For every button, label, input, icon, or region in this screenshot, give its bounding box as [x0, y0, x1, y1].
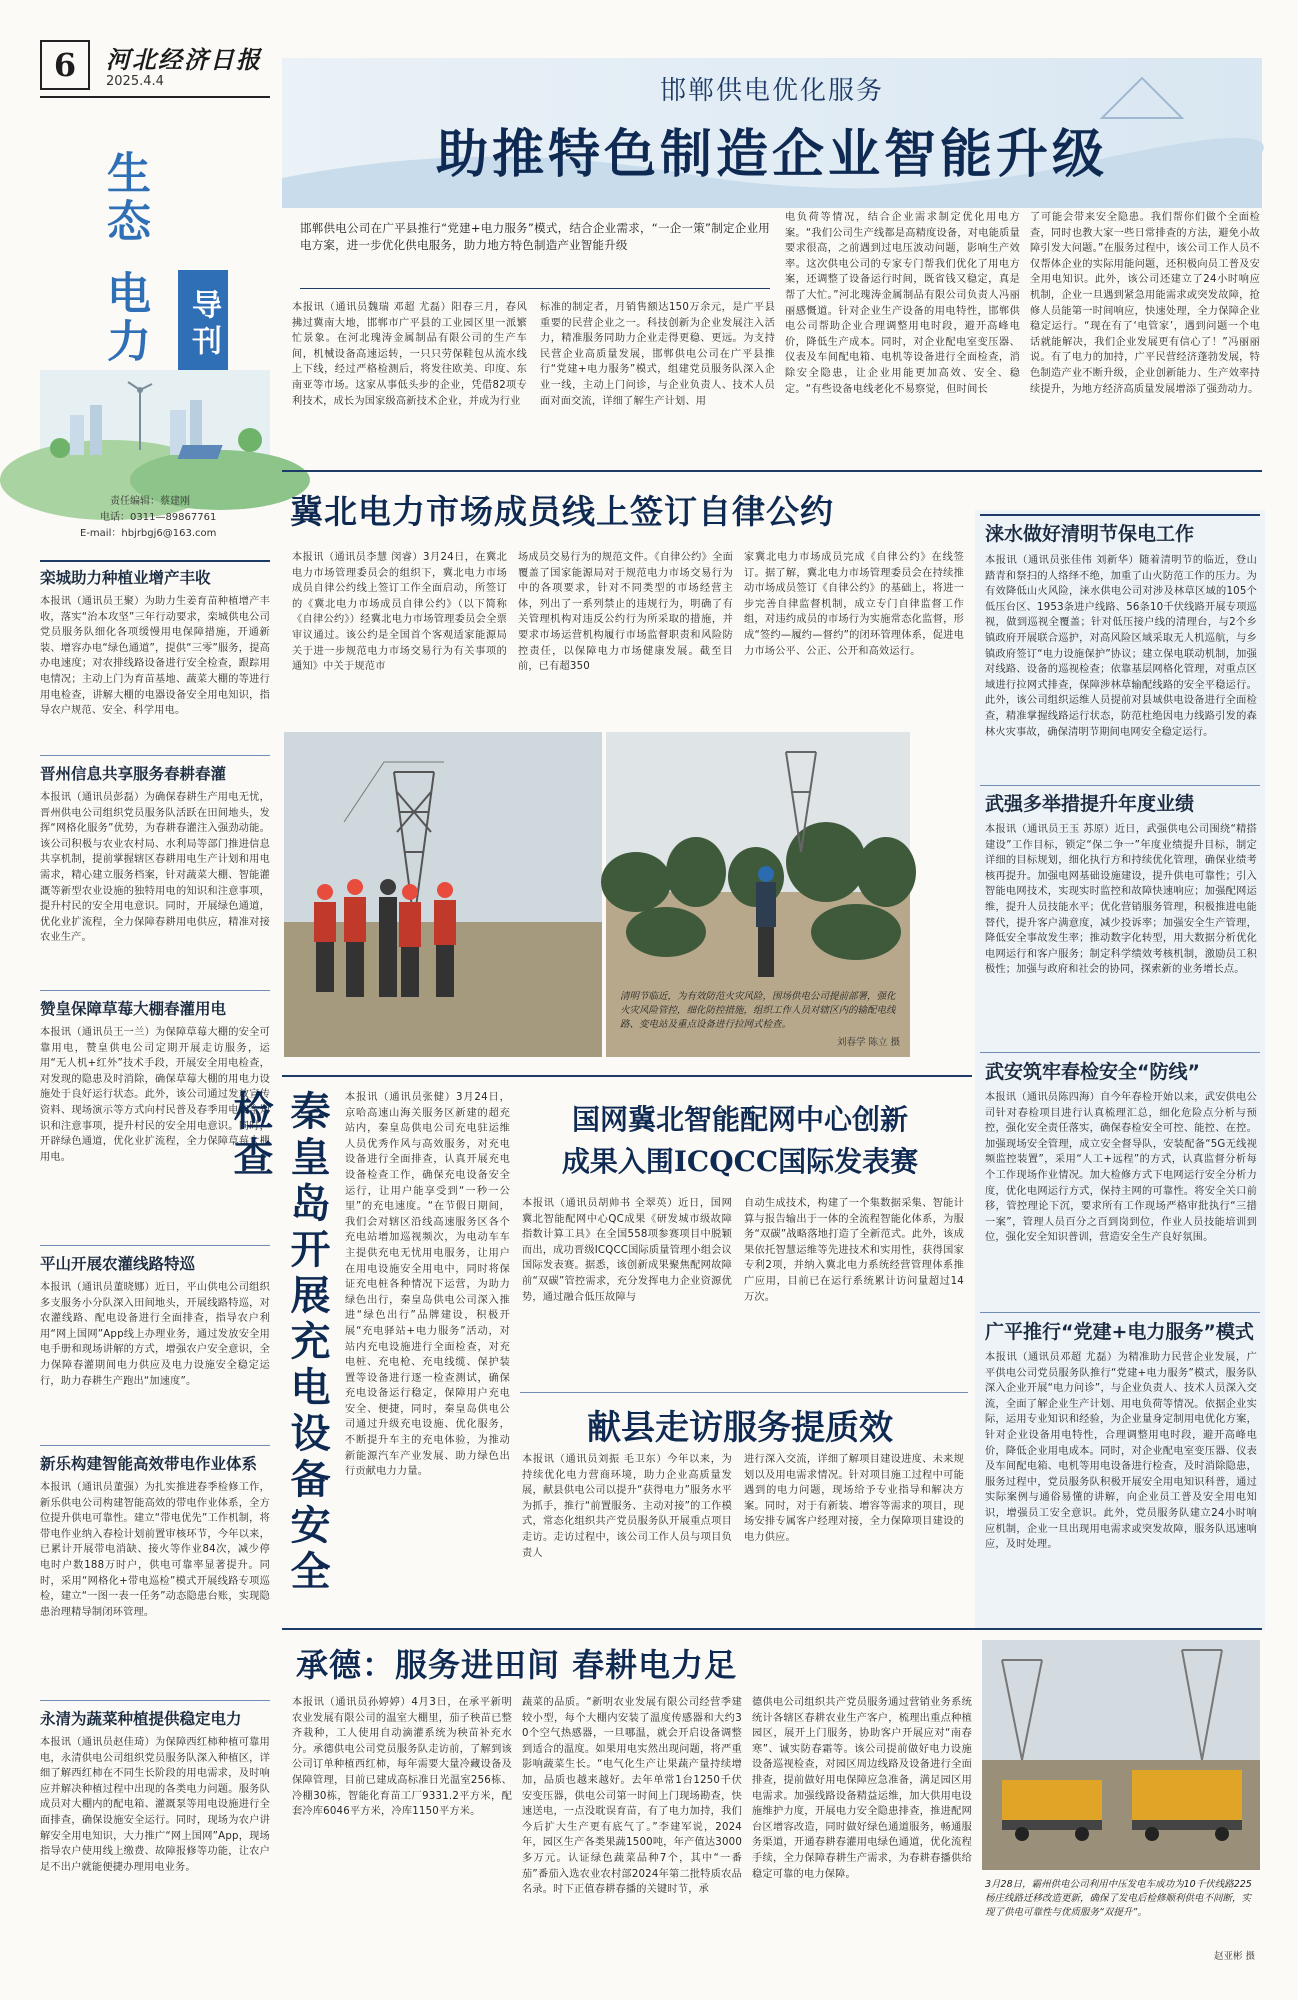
section-badge: 导刊: [178, 270, 228, 380]
left-story-6: [40, 1700, 270, 1975]
page-number-box: [40, 40, 90, 90]
chengde-headline: 承德：服务进田间 春耕电力足: [296, 1646, 738, 1684]
icqcc-headline-1: 国网冀北智能配网中心创新: [571, 1103, 908, 1136]
issue-date: 2025.4.4: [106, 74, 164, 89]
xianxian-col-2: 进行深入交流，详细了解项目建设进度、未来规划以及用电需求情况。针对项目施工过程中可能遇到的电力问题，现场给予专业指导和解决方案。同时，对于有新装、增容等需求的项目，现场安排专属客户经理对接，全力保障项目建设的电力供应。: [744, 1454, 964, 1543]
xianxian-headline: 献县走访服务提质效: [587, 1408, 893, 1448]
guangping-text: 本报讯（通讯员邓超 尤磊）为精准助力民营企业发展，广平供电公司党员服务队推行“党建+电力服务”模式，服务队深入企业开展“电力问诊”，与企业负责人、技术人员深入交流，全面了解企业生产计划、用电负荷等情况。依据企业实际，运用专业知识和经验，为企业量身定制用电优化方案，针对企业设备用电特性，合理调整用电时段，避开高峰电价，降低企业用电成本。同时，对企业配电室变压器、仪表及车间配电箱、电机等用电设备进行检查，及时消除隐患，服务过程中，党员服务队积极开展安全用电知识科普，通过实际案例与通俗易懂的讲解，向企业员工普及安全用电知识，增强员工安全意识。此外，党员服务队建立24小时响应机制，企业一旦出现用电需求或突发故障，服务队迅速响应，及时处理。: [985, 1352, 1257, 1551]
wuqiang-top-rule: [980, 785, 1260, 786]
laishui-title: 涞水做好清明节保电工作: [985, 523, 1195, 545]
left-story-4-title: 平山开展农灌线路特巡: [40, 1255, 196, 1273]
jibei-col-3: 家冀北电力市场成员完成《自律公约》在线签订。据了解，冀北电力市场管理委员会在持续推动市场成员签订《自律公约》的基础上，将进一步完善自律监督机制，成立专门自律监督工作组，对违约成员的市场行为实施常态化监督，形成“签约—履约—督约”的闭环管理体系，促进电力市场公平、公正、公开和高效运行。: [744, 552, 964, 657]
lead-col-1: 本报讯（通讯员魏瑞 邓超 尤磊）阳春三月，春风拂过冀南大地，邯郸市广平县的工业园区里一派繁忙景象。在河北瑰涛金属制品有限公司的生产车间，机械设备高速运转，一只只劳保鞋包从流水线上下线，经过严格检测后，将发往欧美、印度、东南亚等市场。这家从事低头步的企业，凭借82项专利技术，成长为国家级高新技术企业，并成为行业: [292, 302, 527, 407]
chengde-top-rule: [282, 1628, 1262, 1630]
guangping-title: 广平推行“党建+电力服务”模式: [985, 1321, 1254, 1343]
xianxian-top-rule: [520, 1392, 968, 1393]
mid-section-rule: [282, 1075, 972, 1077]
chengde-col-2: 蔬菜的品质。“新明农业发展有限公司经营季建较小型，每个大棚内安装了温度传感器和大约30个空气热感器，一旦哪温，就会开启设备调整到适合的温度。如果用电实然出现问题，将严重影响蔬菜生长。“电气化生产让果蔬产量持续增加，品质也越来越好。去年单常1台1250千伏安变压器，供电公司第一时间上门现场勘查，快速送电，一点没耽误育苗，有了电力加持，我们今后扩大生产更有底气了。”李建军说，2024年，园区生产各类果蔬1500吨，年产值达3000多万元。认证绿色蔬菜品种7个，其中“一番茄”番茄入选农业农村部2024年第二批特质农品名录。时下正值春耕春播的关键时节，承: [522, 1697, 742, 1896]
page-number: 6: [53, 46, 77, 84]
wuqiang-text: 本报讯（通讯员王玉 苏原）近日，武强供电公司围绕“精搭建设”工作目标，锁定“保二争一”年度业绩提升目标，制定详细的目标规划，细化执行方和持续优化管理，确保业绩考核再提升。加强电网基础设施建设，提升供电可靠性；引入智能电网技术，实现实时监控和故障快速响应；加强配网运维，提升人员技能水平；优化营销服务管理，积极推进电能替代，提升客户满意度，减少投诉率；加强安全生产管理，降低安全事故发生率；推动数字化转型，用大数据分析优化电网运行和客户服务；制定科学绩效考核机制，激励员工积极性；加强与政府和社会的协同，探索新的业务增长点。: [985, 824, 1257, 976]
chengde-col-3: 德供电公司组织共产党员服务通过营销业务系统统计各辖区春耕农业生产客户，梳理出重点种植园区，展开上门服务，协助客户开展应对“南春寒”、诚实防春霜等。该公司提前做好电力设施设备巡视检查，对园区周边线路及设备进行全面排查，提前做好用电保障应急准备，满足园区用电需求。加强线路设备精益运维，加大供用电设施维护力度，开展电力安全隐患排查，推进配网台区增容改造，同时做好绿色通道服务，畅通服务渠道，开通春耕春灌用电绿色通道，优化流程手续，全力保障春耕生产需求，为春耕春播供给稳定可靠的电力保障。: [752, 1697, 972, 1880]
left-story-1-text: 本报讯（通讯员王聚）为助力生姜育苗种植增产丰收，落实“治本攻坚”三年行动要求，栾城供电公司党员服务队细化各项缓慢用电保障措施，开通新装、增容办电“绿色通道”，提供“三零”服务，提高办电速度；对农排线路设备进行安全检查，跟踪用电情况；主动上门为育苗基地、蔬菜大棚的等进行用电检查，讲解大棚的电器设备安全用电知识，指导农户规范、安全、科学用电。: [40, 596, 270, 717]
left-story-5: [40, 1445, 270, 1700]
photo3-caption: 3月28日，霸州供电公司利用中压发电车成功为10千伏线路225杨庄线路迁移改造更新，确保了发电后检修顺利供电不间断，实现了供电可靠性与优质服务“双提升”。: [985, 1879, 1252, 1918]
lead-bottom-rule: [282, 470, 1262, 472]
qinhuangdao-text: 本报讯（通讯员张健）3月24日，京哈高速山海关服务区新建的超充站内，秦皇岛供电公司充电驻运维人员优秀作风与高效服务，对充电设备进行全面排查，认真开展充电设备检查工作，确保充电设备安全运行，让用户能享受到“一秒一公里”的充电速度。“在节假日期间，我们会对辖区沿线高速服务区各个充电站增加巡视频次，为电动车车主提供充电无忧用电服务，让用户在用电设施安全用电中，同时将保证充电桩各种情况下运营，为助力绿色出行，秦皇岛供电公司深入推进“绿色出行”品牌建设，积极开展“充电驿站+电力服务”活动，对站内充电设施进行全面检查，对充电桩、充电枪、充电线缆、保护装置等设备进行逐一检查测试，确保充电设备运行稳定，保障用户充电安全、便捷，同时，秦皇岛供电公司通过升级充电设施、优化服务，不断提升车主的充电体验，为推动新能源汽车产业发展、助力绿色出行贡献电力力量。: [345, 1092, 510, 1478]
icqcc-col-1: 本报讯（通讯员胡帅书 全翠英）近日，国网冀北智能配网中心QC成果《研发城市级故障指数计算工具》在全国558项参赛项目中脱颖而出，成功晋级ICQCC国际质量管理小组会议国际发表赛。据悉，该创新成果聚焦配网故障前“双碳”管控需求，充分发挥电力企业资源优势，通过融合低压故障与: [522, 1198, 732, 1303]
section-title-line2: 电力: [99, 270, 150, 366]
left-story-6-text: 本报讯（通讯员赵佳琦）为保障西红柿种植可靠用电，永清供电公司组织党员服务队深入种植区，详细了解西红柿在不同生长阶段的用电需求，及时响应并解决种植过程中出现的各类电力问题。服务队成员对大棚内的配电箱、灌溉泵等用电设施进行全面排查，确保设施安全运行。同时，现场为农户讲解安全用电知识，大力推广“网上国网”App，现场指导农户使用线上缴费、故障报修等功能，让农户足不出户就能便捷办理用电业务。: [40, 1737, 270, 1873]
section-header-panel: [40, 120, 270, 560]
photo-workers-tower: [284, 732, 602, 1057]
left-story-4: [40, 1245, 270, 1445]
photo3-credit: 赵亚彬 摄: [1213, 1951, 1255, 1962]
photo1-credit: 刘春学 陈立 摄: [836, 1037, 900, 1048]
lead-col-2: 标准的制定者，月销售额达150万余元，是广平县重要的民营企业之一。科技创新为企业发展注入活力，精准服务同助力企业走得更稳、更远。为支持民营企业高质量发展，邯郸供电公司在广平县推行“党建+电力服务”模式，组建党员服务队深入企业一线，主动上门问诊，与企业负责人、技术人员面对面交流，详细了解生产计划、用: [540, 302, 775, 407]
left-story-1-title: 栾城助力种植业增产丰收: [40, 569, 211, 587]
email-line: E-mail：hbjrbgj6@163.com: [80, 528, 217, 539]
photo1-caption: 清明节临近，为有效防范火灾风险，围场供电公司提前部署，强化火灾风险管控，细化防控措施，组织工作人员对辖区内的输配电线路、变电站及重点设备进行拉网式检查。: [620, 991, 896, 1030]
wuan-top-rule: [980, 1052, 1260, 1053]
jibei-col-2: 场成员交易行为的规范文件。《自律公约》全面覆盖了国家能源局对于规范电力市场交易行为中的各项要求，针对不同类型的市场经营主体，列出了一系列禁止的违规行为，明确了有关管理机构对违反公约行为所采取的措施，并要求市场运营机构履行市场监督职责和风险防控责任，以保障电力市场健康发展。截至目前，已有超350: [518, 552, 733, 673]
paper-name: 河北经济日报: [106, 45, 262, 74]
section-title-line1: 生态: [99, 150, 150, 246]
lead-kicker: 邯郸供电优化服务: [659, 76, 884, 106]
left-story-4-text: 本报讯（通讯员董晓娜）近日，平山供电公司组织多支服务小分队深入田间地头，开展线路特巡，对农灌线路、配电设备进行全面排查，指导农户利用“网上国网”App线上办理业务，通过发放安全用电手册和现场讲解的方式，增强农户安全意识，全力保障春灌期间电力供应及电力设施安全稳定运行，助力春耕生产跑出“加速度”。: [40, 1282, 270, 1387]
masthead-rule: [40, 96, 270, 98]
wuan-text: 本报讯（通讯员陈四海）自今年春检开始以来，武安供电公司针对春检项目进行认真梳理汇总，细化危险点分析与预控，强化安全责任落实，确保春检安全可控、能控、在控。加强现场安全管理，成立安全督导队，安装配备“5G无线视频监控装置”，采用“人工+远程”的方式，认真监督分析每个工作现场作业情况。加大检修方式下电网运行安全分析力度，优化电网运行方式，保持主网的可靠性。将安全关口前移，管控理论下沉，要求所有工作现场严格审批执行“三措一案”，管理人员百分之百到岗到位，作业人员技能培训到位，强化安全知识普训，营造安全生产良好氛围。: [985, 1092, 1257, 1244]
left-story-6-title: 永清为蔬菜种植提供稳定电力: [40, 1710, 242, 1728]
laishui-top-rule: [980, 514, 1260, 516]
icqcc-col-2: 自动生成技术，构建了一个集数据采集、智能计算与报告输出于一体的全流程智能化体系，为服务“双碳”战略落地打造了全新范式。此外，该成果依托智慧运维等先进技术和实用性，获得国家专利2项，并纳入冀北电力系统经营管理体系推广应用，目前已在运行系统累计访问量超过14万次。: [744, 1198, 964, 1303]
phone-line: 电话：0311—89867761: [100, 512, 217, 523]
chengde-col-1: 本报讯（通讯员孙婷婷）4月3日，在承平新明农业发展有限公司的温室大棚里，茄子秧苗已整齐栽种，工人使用自动滴灌系统为秧苗补充水分。承德供电公司党员服务队走访前，了解到该公司订单种植西红柿，每年需要大量冷藏设备及保障管理，目前已建成高标准日光温室256栋、冷棚30栋，智能化育苗工厂9331.2平方米，配套冷库6046平方米，冷库1150平方米。: [292, 1697, 512, 1818]
wuqiang-title: 武强多举措提升年度业绩: [985, 793, 1195, 815]
lead-summary-rule: [300, 288, 770, 289]
xianxian-col-1: 本报讯（通讯员刘振 毛卫东）今年以来，为持续优化电力营商环境，助力企业高质量发展，献县供电公司以提升“获得电力”服务水平为抓手，推行“前置服务、主动对接”的工作模式，常态化组织共产党员服务队开展重点项目走访。走访过程中，该公司工作人员与项目负责人: [522, 1454, 732, 1559]
left-rail: [40, 560, 270, 1975]
guangping-top-rule: [980, 1312, 1260, 1313]
left-story-1: [40, 560, 270, 755]
left-story-5-text: 本报讯（通讯员董强）为扎实推进春季检修工作，新乐供电公司构建智能高效的带电作业体系，全方位提升供电可靠性。建立“带电优先”工作机制，将带电作业纳入春检计划前置审核环节，今年以来，已累计开展带电消缺、接火等作业84次，减少停电时户数188万时户，供电可靠率显著提升。同时，采用“网格化+带电巡检”模式开展线路专项巡检，建立“一图一表一任务”动态隐患台账，实现隐患治理精导制闭环管理。: [40, 1482, 270, 1618]
photo-generator-trucks: [982, 1640, 1260, 1870]
left-story-2-text: 本报讯（通讯员彭磊）为确保春耕生产用电无忧，晋州供电公司组织党员服务队活跃在田间地头，发挥“网格化服务”优势，为春耕春灌注入强劲动能。该公司积极与农业农村局、水利局等部门推进信息共享机制，提前掌握辖区春耕用电生产计划和用电需求，精心建立服务档案，针对蔬菜大棚、智能灌溉等新型农业设施的独特用电的知识和注意事项，提升村民的安全用电意识。同时，开展绿色通道，优化业扩流程，全力保障春耕用电供应，精准对接农业生产。: [40, 792, 270, 944]
jibei-col-1: 本报讯（通讯员李慧 闵睿）3月24日，在冀北电力市场管理委员会的组织下，冀北电力市场成员自律公约线上签订工作全面启动，所签订的《冀北电力市场成员自律公约》（以下简称《自律公约》）经冀北电力市场管理委员会全票审议通过。该公约是全国首个客观适家能源局关于进一步规范电力市场交易行为有关事项的通知》中关于规范市: [292, 552, 507, 673]
editor-line: 责任编辑：蔡建刚: [110, 496, 190, 507]
left-story-2: [40, 755, 270, 990]
icqcc-headline-2: 成果入围ICQCC国际发表赛: [561, 1145, 919, 1178]
lead-summary: 邯郸供电公司在广平县推行“党建+电力服务”模式，结合企业需求，“一企一策”制定企业用电方案，进一步优化供电服务，助力地方特色制造产业智能升级: [300, 221, 770, 252]
photo-generator-trucks-image: [982, 1640, 1260, 1870]
lead-col-4: 了可能会带来安全隐患。我们帮你们做个全面检查，同时也教大家一些日常排查的方法，避免小故障引发大问题。”在服务过程中，该公司工作人员不仅帮体企业的实际用能问题，还积极向员工普及安全用电知识。此外，该公司还建立了24小时响应机制，企业一旦遇到紧急用能需求或突发故障，抢修人员能第一时间响应，快速处理，全力保障企业稳定运行。“现在有了‘电管家’，遇到问题一个电话就能解决，我们企业发展更有信心了！”冯丽丽说。有了电力的加持，广平民营经济蓬勃发展，特色制造产业不断升级，企业创新能力、生产效率持续提升，为地方经济高质量发展增添了强劲动力。: [1030, 212, 1260, 395]
lead-headline: 助推特色制造企业智能升级: [435, 124, 1108, 185]
left-story-2-title: 晋州信息共享服务春耕春灌: [40, 765, 227, 783]
laishui-text: 本报讯（通讯员张佳伟 刘新华）随着清明节的临近，登山踏青和祭扫的人络绎不绝，加重了山火防范工作的压力。为有效降低山火风险，涞水供电公司对涉及林草区域的105个低压台区、1953条进户线路、56条10千伏线路开展专项巡视，做到巡视全覆盖；针对低压接户线的清理台，与2个乡镇政府开展联合巡护，对高风险区域采取无人机巡航，与乡镇政府签订“电力设施保护”协议；建立保电联动机制，加强对线路、设备的巡视检查；依靠基层网格化管理，对重点区域进行拉网式排查，保障涉林草输配线路的安全平稳运行。此外，该公司组织运维人员提前对县域供电设备进行全面检查，精准掌握线路运行状态，防范杜绝因电力线路引发的森林火灾事故，确保清明节期间电网安全稳定运行。: [985, 555, 1257, 738]
left-story-3-title: 赞皇保障草莓大棚春灌用电: [40, 1000, 227, 1018]
qinhuangdao-headline: 秦皇岛开展充电设备安全检查: [227, 1090, 331, 1596]
left-story-3-text: 本报讯（通讯员王一兰）为保障草莓大棚的安全可靠用电，赞皇供电公司定期开展走访服务，运用“无人机+红外”技术手段，开展安全用电检查，对发现的隐患及时消除，确保草莓大棚的用电力设施处于良好运行状态。此外，该公司通过发放宣传资料、现场演示等方式向村民普及春季用电安全知识和注意事项，提升村民的安全用电意识。同时，开辟绿色通道，优化业扩流程，全力保障草莓大棚用电。: [40, 1027, 270, 1163]
lead-col-3: 电负荷等情况，结合企业需求制定优化用电方案。“我们公司生产线都是高精度设备，对电能质量要求很高，之前遇到过电压波动问题，影响生产效率。这次供电公司的专家专门帮我们优化了用电方案，还调整了设备运行时间，既省钱又稳定，真是帮了大忙。”河北瑰涛金属制品有限公司负责人冯丽丽感慨道。针对企业生产设备的用电特性，邯郸供电公司帮助企业合理调整用电时段，避开高峰电价，降低生产成本。同时，对企业配电室变压器、仪表及车间配电箱、电机等设备进行全面检查，消除安全隐患，让企业用能更加高效、安全、稳定。“有些设备电线老化不易察觉，但时间长: [785, 212, 1020, 395]
jibei-headline: 冀北电力市场成员线上签订自律公约: [290, 492, 834, 531]
photo-workers-tower-image: [284, 732, 602, 1057]
left-story-5-title: 新乐构建智能高效带电作业体系: [40, 1455, 258, 1473]
wuan-title: 武安筑牢春检安全“防线”: [985, 1061, 1200, 1083]
green-city-illustration: [40, 370, 270, 480]
